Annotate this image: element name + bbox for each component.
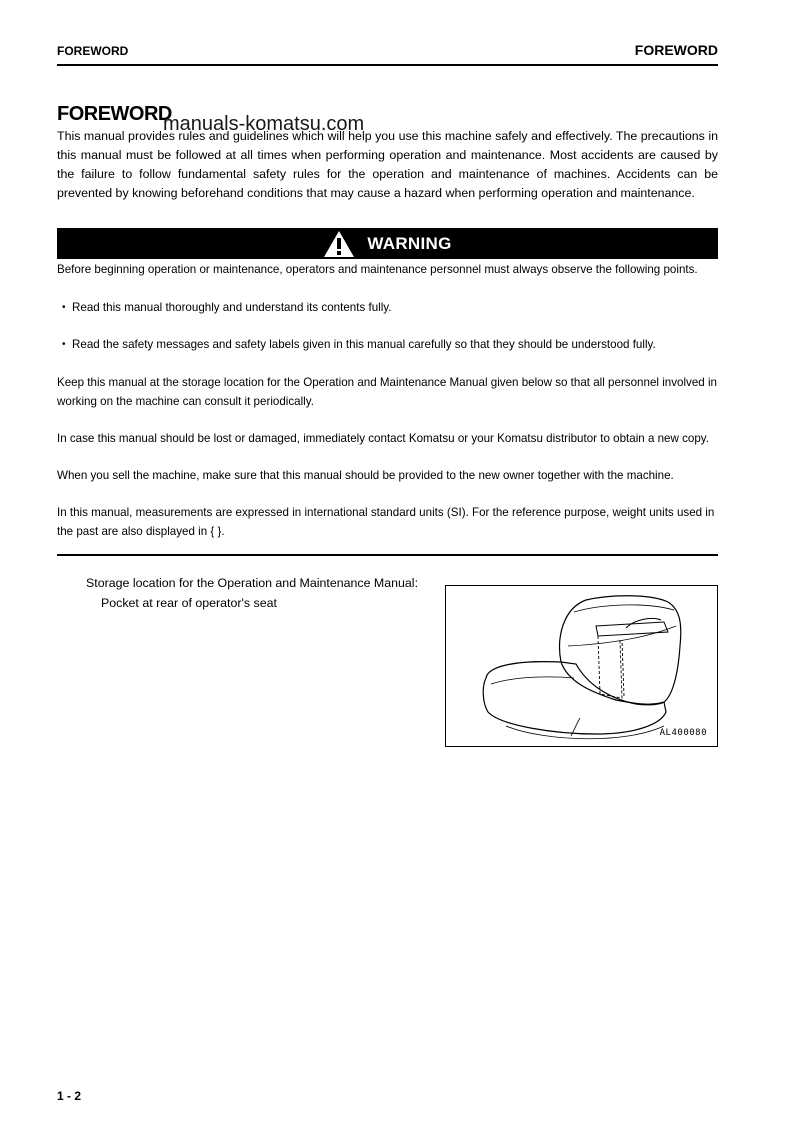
header-left-title: FOREWORD — [57, 44, 129, 58]
storage-location-value: Pocket at rear of operator's seat — [101, 596, 277, 610]
warning-paragraph: In case this manual should be lost or damaged, immediately contact Komatsu or your Komatsu distributor to obtain a new copy. — [57, 432, 709, 445]
intro-paragraph: This manual provides rules and guidelines which will help you use this machine safely and effectively. The precautions in this manual must be followed at all times when performing operation and maintenance. Most accidents are caused by the failure to follow fundamental safety rules for the operation and maintenance of machines. Accidents can be prevented by knowing beforehand conditions that may cause a hazard when performing operation and maintenance. — [57, 129, 718, 200]
seat-illustration — [445, 585, 718, 747]
header-right-title: FOREWORD — [634, 42, 718, 58]
warning-paragraph: In this manual, measurements are expressed in international standard units (SI). For the reference purpose, weight units used in the past are also displayed in { }. — [57, 506, 715, 538]
warning-bullet — [62, 299, 712, 318]
warning-paragraph: When you sell the machine, make sure that this manual should be provided to the new owner together with the machine. — [57, 469, 674, 482]
bullet-icon: • — [62, 339, 66, 350]
warning-banner — [57, 228, 718, 259]
page-title: FOREWORD — [57, 103, 172, 125]
warning-bullet — [62, 336, 712, 355]
watermark: manuals-komatsu.com — [163, 113, 365, 135]
warning-label: WARNING — [367, 233, 452, 253]
bullet-text: Read this manual thoroughly and understand its contents fully. — [72, 301, 392, 314]
page-number: 1 - 2 — [57, 1089, 82, 1103]
header-divider — [57, 64, 718, 66]
figure-code: AL400080 — [659, 728, 707, 738]
warning-lead: Before beginning operation or maintenance, operators and maintenance personnel must always observe the following points. — [57, 263, 698, 276]
bullet-text: Read the safety messages and safety labels given in this manual carefully so that they should be understood fully. — [72, 338, 656, 351]
seat-drawing-icon — [446, 586, 719, 748]
storage-location-label: Storage location for the Operation and Maintenance Manual: — [86, 576, 419, 590]
warning-triangle-icon — [323, 230, 355, 258]
warning-paragraph: Keep this manual at the storage location for the Operation and Maintenance Manual given below so that all personnel involved in working on the machine can consult it periodically. — [57, 376, 717, 408]
bullet-icon: • — [62, 302, 66, 313]
section-divider — [57, 554, 718, 556]
